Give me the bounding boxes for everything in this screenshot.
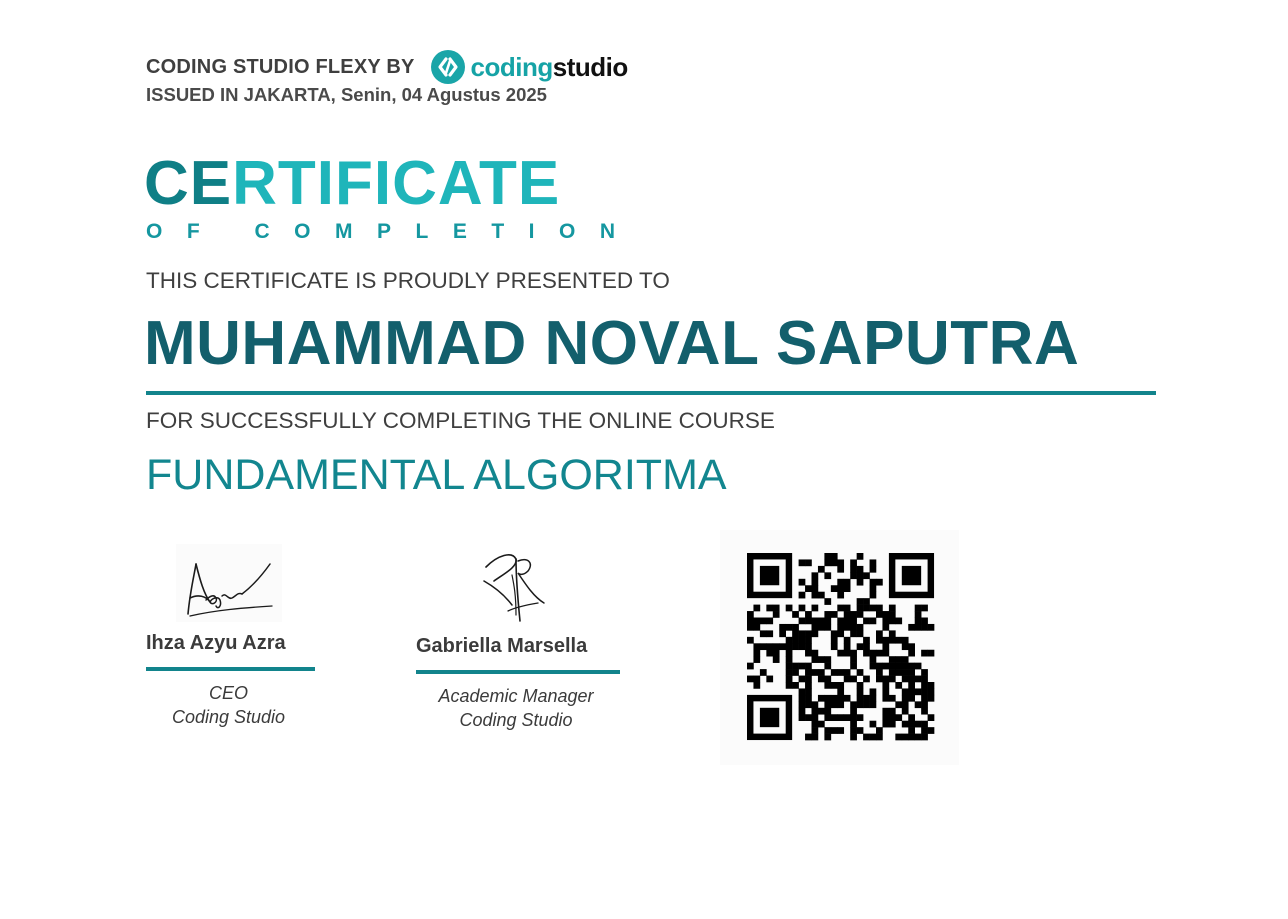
verification-qr-code — [720, 530, 959, 765]
completing-label: FOR SUCCESSFULLY COMPLETING THE ONLINE COURSE — [146, 408, 775, 433]
signer-role-title: CEO — [208, 683, 248, 703]
signer-role-org: Coding Studio — [171, 707, 286, 727]
signer-name-academic-manager: Gabriella Marsella — [416, 635, 588, 657]
issuer-label: CODING STUDIO FLEXY BY — [146, 55, 415, 78]
course-title: FUNDAMENTAL ALGORITMA — [146, 451, 727, 499]
brand-name — [471, 52, 628, 83]
issued-date: ISSUED IN JAKARTA, Senin, 04 Agustus 2025 — [146, 84, 547, 105]
signature-academic-manager — [472, 545, 560, 625]
certificate-title-part2: RTIFICATE — [232, 149, 561, 218]
signer-role-academic-manager — [412, 684, 620, 732]
brand-name-coding: coding — [470, 51, 553, 82]
signer-role-org: Coding Studio — [459, 710, 573, 730]
certificate-title — [144, 148, 560, 220]
signer-name-ceo: Ihza Azyu Azra — [146, 632, 286, 654]
signature-ceo — [176, 544, 282, 622]
issuer-line — [146, 50, 628, 84]
coding-studio-logo-icon — [431, 50, 465, 84]
presented-label: THIS CERTIFICATE IS PROUDLY PRESENTED TO — [146, 268, 670, 293]
recipient-underline — [146, 391, 1156, 395]
recipient-name: MUHAMMAD NOVAL SAPUTRA — [144, 309, 1080, 378]
signer-rule-ceo — [146, 667, 315, 671]
brand-logo — [431, 50, 628, 84]
signer-role-ceo — [146, 681, 311, 729]
certificate-subtitle: OF COMPLETION — [146, 220, 640, 243]
brand-name-studio: studio — [552, 51, 628, 82]
signer-role-title: Academic Manager — [438, 686, 594, 706]
signer-rule-academic-manager — [416, 670, 620, 674]
certificate-title-part1: CE — [144, 149, 233, 218]
